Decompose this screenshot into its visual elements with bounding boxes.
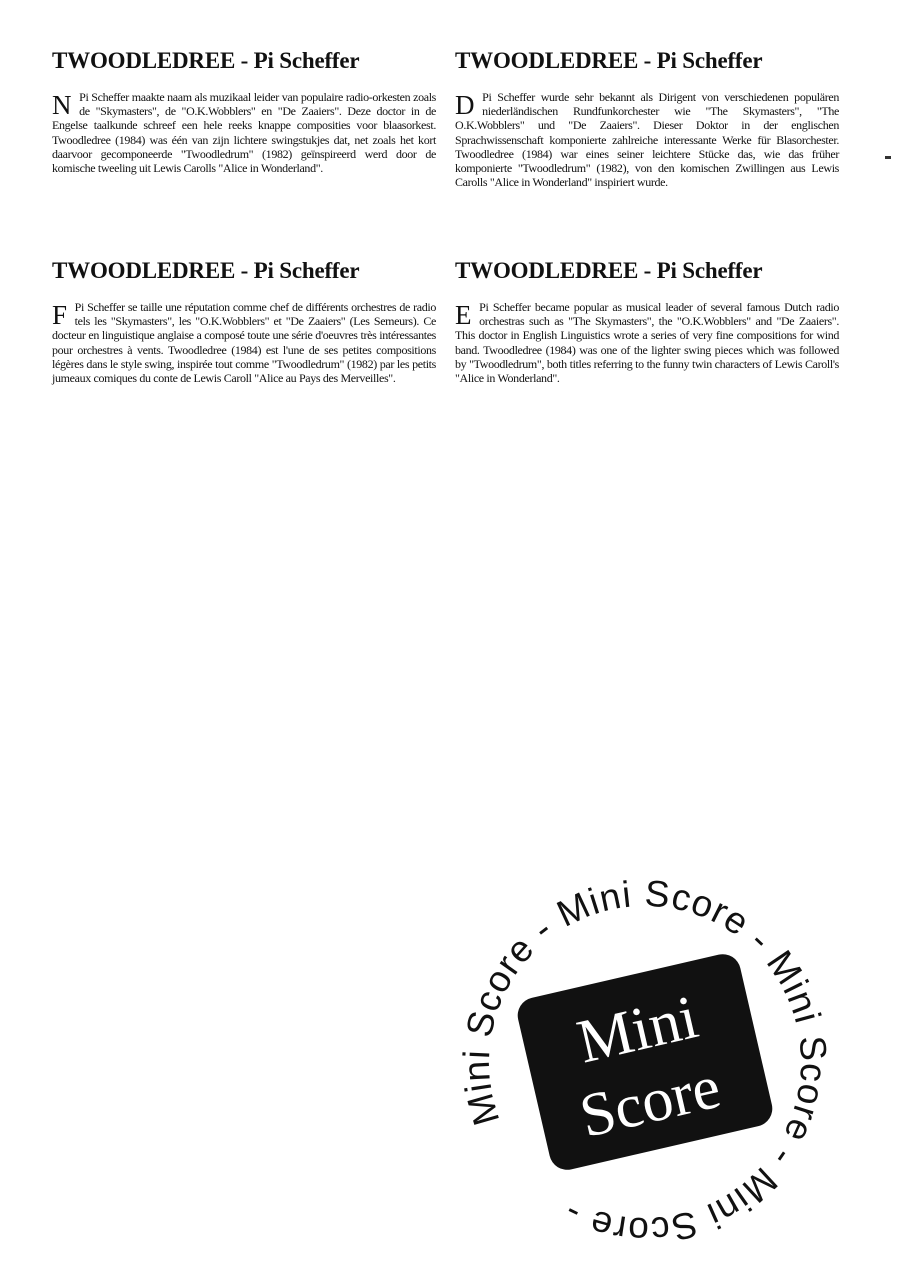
text-section-german bbox=[455, 46, 839, 189]
drop-cap: E bbox=[455, 300, 472, 330]
text-section-dutch bbox=[52, 46, 436, 175]
section-body-text: Pi Scheffer wurde sehr bekannt als Dirigent von verschiedenen populären niederländischen Rundfunkorchester wie "The Skymasters", "The O.K.Wobblers" und "De Zaaiers". Dieser Doktor in der englischen Sprachwissenschaft komponierte zahlreiche interessante Werke für Blasorchester. Twoodledree (1984) war eines seiner leichtere Stücke das, wie das früher komponierte "Twoodledrum" (1982), von den komischen Zwillingen aus Lewis Carolls "Alice in Wonderland" inspiriert wurde. bbox=[455, 90, 839, 190]
section-body-text: Pi Scheffer became popular as musical leader of several famous Dutch radio orchestras such as "The Skymasters", the "O.K.Wobblers" and "De Zaaiers". This doctor in English Linguistics wrote a series of very fine compositions for wind band. Twoodledree (1984) was one of the lighter swing pieces which was followed by "Twoodledrum", both titles referring to the funny twin characters of Lewis Caroll's "Alice in Wonderland". bbox=[455, 300, 839, 386]
drop-cap: D bbox=[455, 90, 475, 120]
section-body bbox=[455, 300, 839, 385]
section-body-text: Pi Scheffer se taille une réputation comme chef de différents orchestres de radio tels les "Skymasters", les "O.K.Wobblers" et "De Zaaiers" (Les Semeurs). Ce docteur en linguistique anglaise a composé toute une série d'oeuvres très intéressantes pour orchestres à vents. Twoodledree (1984) est l'une de ses petites compositions légères dans le style swing, inspirée tout comme "Twoodledrum" (1982) par les petits jumeaux comiques du conte de Lewis Caroll "Alice au Pays des Merveilles". bbox=[52, 300, 436, 386]
stamp-center bbox=[514, 951, 776, 1174]
drop-cap: N bbox=[52, 90, 72, 120]
mini-score-stamp bbox=[445, 862, 845, 1262]
section-body bbox=[52, 90, 436, 175]
text-section-english bbox=[455, 256, 839, 385]
stamp-center-line-2: Score bbox=[573, 1052, 727, 1151]
section-title: TWOODLEDREE - Pi Scheffer bbox=[455, 48, 763, 73]
section-body bbox=[52, 300, 436, 385]
section-title: TWOODLEDREE - Pi Scheffer bbox=[52, 48, 360, 73]
section-body bbox=[455, 90, 839, 189]
stamp-center-line-1: Mini bbox=[571, 983, 704, 1077]
section-body-text: Pi Scheffer maakte naam als muzikaal leider van populaire radio-orkesten zoals de "Skymasters", de "O.K.Wobblers" en "De Zaaiers". Deze doctor in de Engelse taalkunde schreef een hele reeks knappe composities voor blaasorkest. Twoodledree (1984) was één van zijn lichtere swingstukjes dat, net zoals het kort daarvoor gecomponeerde "Twoodledrum" (1982) geïnspireerd werd door de komische tweeling uit Lewis Carolls "Alice in Wonderland". bbox=[52, 90, 436, 176]
section-title: TWOODLEDREE - Pi Scheffer bbox=[52, 258, 360, 283]
text-section-french bbox=[52, 256, 436, 385]
stamp-ring-text-path: Mini Score - Mini Score - Mini Score - Mini Score - bbox=[455, 872, 835, 1252]
print-mark bbox=[885, 156, 891, 159]
section-title: TWOODLEDREE - Pi Scheffer bbox=[455, 258, 763, 283]
drop-cap: F bbox=[52, 300, 67, 330]
